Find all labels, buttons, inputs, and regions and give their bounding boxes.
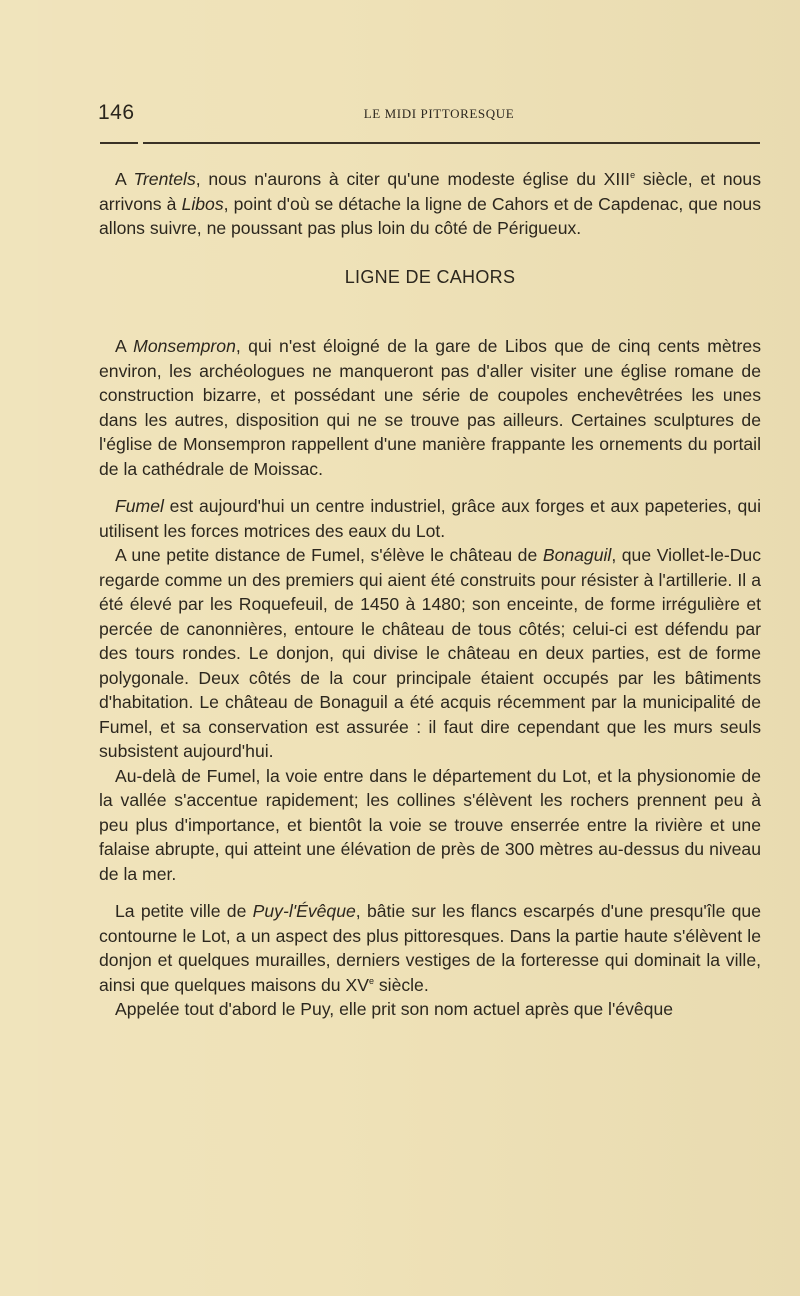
paragraph-fumel bbox=[99, 494, 761, 543]
text-run: , point d'où se détache la ligne de Cahors et de Capdenac, que nous allons suivre, ne poussant pas plus loin du côté de Périgueux. bbox=[99, 193, 761, 238]
page-number: 146 bbox=[98, 101, 135, 124]
header-rule-long-segment bbox=[143, 142, 760, 144]
paragraph-au-dela-de-fumel: Au-delà de Fumel, la voie entre dans le département du Lot, et la physionomie de la vallée s'accentue rapidement; les collines s'élèvent les rochers prennent peu à peu plus d'importance, et bientôt la voie se trouve enserrée entre la rivière et une falaise abrupte, qui atteint une élévation de près de 300 mètres au-dessus du niveau de la mer. bbox=[99, 765, 761, 884]
paragraph-appelee: Appelée tout d'abord le Puy, elle prit son nom actuel après que l'évêque bbox=[115, 999, 674, 1019]
text-run: est aujourd'hui un centre industriel, grâce aux forges et aux papeteries, qui utilisent les forces motrices des eaux du Lot. bbox=[99, 496, 761, 541]
place-name-fumel: Fumel bbox=[115, 496, 164, 516]
paragraph-bonaguil bbox=[99, 543, 761, 764]
place-name-libos: Libos bbox=[181, 193, 224, 214]
ordinal-superscript: e bbox=[630, 170, 636, 180]
text-run: , que Viollet-le-Duc regarde comme un des premiers qui aient été construits pour résister à l'artillerie. Il a été élevé par les Roquefeuil, de 1450 à 1480; son enceinte, de forme irrégulière et percée de canonnières, entoure le château de tous côtés; celui-ci est défendu par des tours rondes. Le donjon, qui divise le château en deux parties, est de forme polygonale. Deux côtés de la cour principale étaient occupés par les bâtiments d'habitation. Le château de Bonaguil a été acquis récemment par la municipalité de Fumel, et sa conservation est assurée : il faut dire cependant que les murs seuls subsistent aujourd'hui. bbox=[99, 545, 761, 761]
ordinal-superscript: e bbox=[368, 975, 374, 986]
running-title: LE MIDI PITTORESQUE bbox=[363, 106, 515, 121]
text-run: siècle. bbox=[373, 974, 429, 995]
paragraph-puy-leveque bbox=[99, 899, 761, 997]
text-run: A une petite distance de Fumel, s'élève le château de bbox=[115, 545, 543, 565]
page-header bbox=[98, 101, 760, 131]
place-name-puy-leveque: Puy-l'Évêque bbox=[252, 901, 356, 921]
paragraph-monsempron bbox=[99, 334, 761, 481]
text-run: La petite ville de bbox=[115, 901, 253, 921]
place-name-monsempron: Monsempron bbox=[133, 336, 236, 356]
header-rule-short-segment bbox=[100, 142, 138, 144]
place-name-bonaguil: Bonaguil bbox=[542, 545, 612, 565]
text-run: A bbox=[115, 169, 134, 189]
text-run: , qui n'est éloigné de la gare de Libos que de cinq cents mètres environ, les archéologues ne manqueront pas d'aller visiter une église romane de construction bizarre, et possédant une série de coupoles enchevêtrées les unes dans les autres, disposition qui ne se trouve pas ailleurs. Certaines sculptures de l'église de Monsempron rappellent d'une manière frappante les ornements du portail de la cathédrale de Moissac. bbox=[99, 336, 761, 479]
place-name-trentels: Trentels bbox=[133, 169, 196, 189]
text-run: siècle, et nous arrivons à bbox=[99, 169, 761, 214]
text-run: A bbox=[115, 336, 134, 356]
body-text bbox=[99, 167, 761, 1022]
section-heading: LIGNE DE CAHORS bbox=[344, 266, 516, 287]
text-run: , nous n'aurons à citer qu'une modeste église du XIII bbox=[195, 169, 631, 189]
header-rule bbox=[100, 142, 760, 144]
text-run: , bâtie sur les flancs escarpés d'une presqu'île que contourne le Lot, a un aspect des plus pittoresques. Dans la partie haute s'élèvent le donjon et quelques murailles, derniers vestiges de la forteresse qui dominait la ville, ainsi que quelques maisons du XV bbox=[99, 901, 762, 995]
paragraph-trentels bbox=[99, 167, 761, 241]
